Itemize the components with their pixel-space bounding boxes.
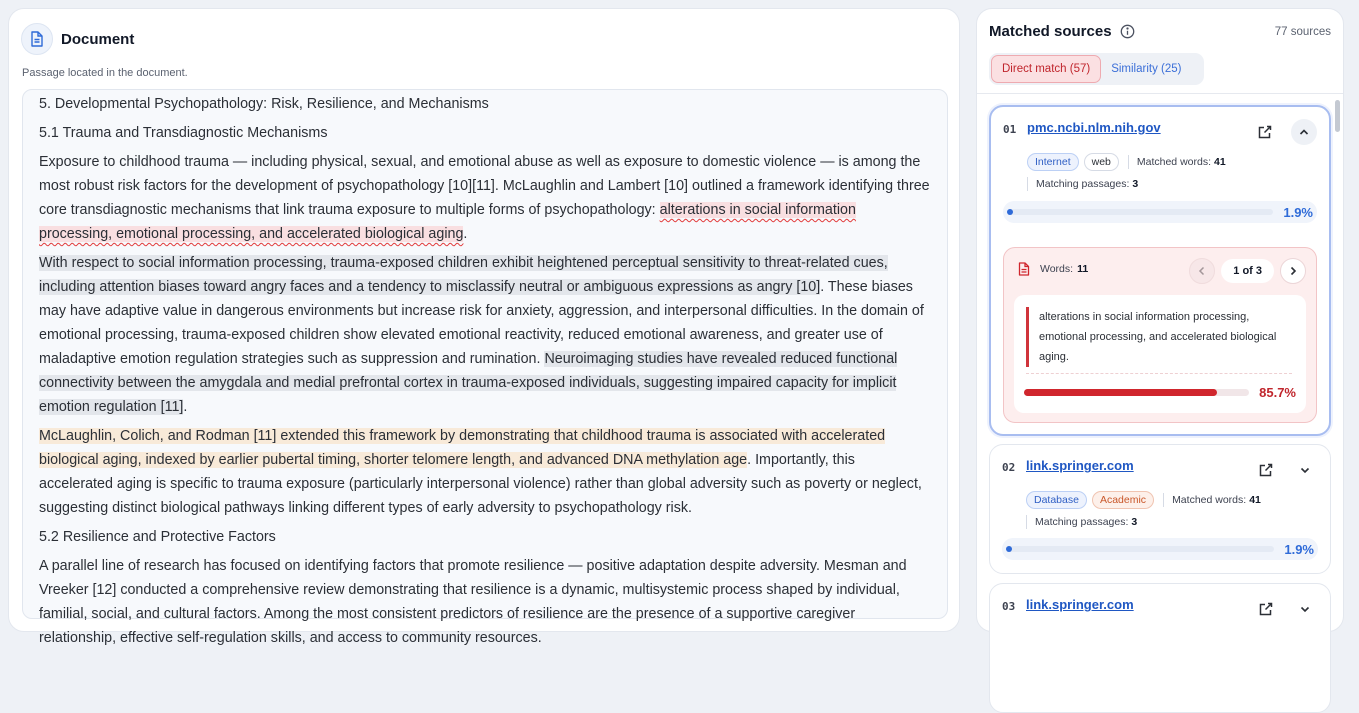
- source-tag: Internet: [1027, 153, 1079, 171]
- paragraph: [39, 424, 931, 520]
- similarity-percent: 1.9%: [1284, 541, 1314, 557]
- passage-match-bar: [1024, 381, 1296, 403]
- section-heading: 5. Developmental Psychopathology: Risk, Resilience, and Mechanisms: [39, 96, 489, 112]
- sources-list[interactable]: [977, 94, 1343, 631]
- source-link[interactable]: link.springer.com: [1026, 458, 1134, 473]
- sources-title: Matched sources: [989, 23, 1112, 40]
- source-tag: web: [1084, 153, 1119, 171]
- divider: [1128, 155, 1129, 169]
- source-meta: [1026, 491, 1261, 509]
- source-meta: [1027, 177, 1138, 191]
- expand-button[interactable]: [1292, 596, 1318, 622]
- divider: [1027, 177, 1028, 191]
- source-index: 02: [1002, 461, 1016, 474]
- chevron-right-icon: [1288, 266, 1298, 276]
- source-tag: Database: [1026, 491, 1087, 509]
- passage-header: [1018, 262, 1088, 276]
- collapse-button[interactable]: [1291, 119, 1317, 145]
- source-link[interactable]: link.springer.com: [1026, 597, 1134, 612]
- chevron-left-icon: [1197, 266, 1207, 276]
- similarity-highlight[interactable]: Neuroimaging studies have revealed reduced functional connectivity between the amygdala and medial prefrontal cortex in trauma-exposed individuals, suggesting impaired capacity for implicit emotion regulation [11]: [39, 351, 898, 415]
- passage-document-icon: [1018, 262, 1030, 276]
- passage-match-fill: [1024, 389, 1217, 396]
- matching-passages-value: 3: [1132, 178, 1139, 190]
- similarity-bar: [1002, 538, 1318, 560]
- match-type-filter: [989, 53, 1204, 85]
- sources-count: 77 sources: [1274, 26, 1331, 38]
- matched-words-label: Matched words:: [1136, 156, 1211, 168]
- passage-pager: [1189, 258, 1306, 284]
- chevron-up-icon: [1298, 126, 1310, 138]
- matching-passages-label: Matching passages:: [1035, 516, 1129, 528]
- similarity-filter-button[interactable]: Similarity (25): [1111, 63, 1182, 75]
- matched-passage: [1003, 247, 1317, 423]
- divider: [1026, 515, 1027, 529]
- similarity-bar-fill: [1006, 546, 1012, 552]
- passage-words-label: Words:: [1040, 263, 1074, 275]
- matching-passages-value: 3: [1131, 516, 1138, 528]
- passage-quote: alterations in social information processing, emotional processing, and accelerated biological aging.: [1026, 307, 1292, 367]
- subsection-heading: 5.2 Resilience and Protective Factors: [39, 529, 276, 545]
- direct-match-highlight[interactable]: alterations in social information processing, emotional processing, and accelerated biological aging: [39, 202, 856, 242]
- expand-button[interactable]: [1292, 457, 1318, 483]
- similarity-bar-track: [1007, 209, 1273, 215]
- academic-match-highlight[interactable]: McLaughlin, Colich, and Rodman [11] extended this framework by demonstrating that childhood trauma is associated with accelerated biological aging, indexed by earlier pubertal timing, shorter telomere length, and advanced DNA methylation age: [39, 428, 886, 468]
- passage-match-track: [1024, 389, 1249, 396]
- similarity-highlight[interactable]: With respect to social information processing, trauma-exposed children exhibit heightened perceptual sensitivity to threat-related cues, including attention biases toward angry faces and a tendency to misclassify neutral or ambiguous expressions as angry [10]: [39, 255, 888, 295]
- source-tag: Academic: [1092, 491, 1154, 509]
- source-index: 03: [1002, 600, 1016, 613]
- external-link-icon[interactable]: [1257, 124, 1273, 140]
- chevron-down-icon: [1299, 603, 1311, 615]
- source-index: 01: [1003, 123, 1017, 136]
- document-panel: [8, 8, 960, 646]
- external-link-icon[interactable]: [1258, 601, 1274, 617]
- prev-passage-button[interactable]: [1189, 258, 1215, 284]
- similarity-bar-fill: [1007, 209, 1013, 215]
- passage-match-percent: 85.7%: [1259, 384, 1296, 400]
- paragraph-text: . Importantly, this accelerated aging is specific to trauma exposure (particularly interpersonal violence) rather than global adversity such as poverty or neglect, suggesting distinct biological pathways linking different types of early adversity to psychopathology risk.: [39, 452, 922, 516]
- direct-match-filter-button[interactable]: Direct match (57): [991, 55, 1101, 83]
- sources-header: [989, 23, 1135, 40]
- document-text-area[interactable]: [22, 89, 948, 646]
- document-subtitle: Passage located in the document.: [22, 67, 188, 79]
- paragraph-text: Exposure to childhood trauma — including physical, sexual, and emotional abuse as well as exposure to domestic violence — is among the most robust risk factors for the development of psychopathology [10][11]. McLaughlin and Lambert [10] outlined a framework identifying three core transdiagnostic mechanisms that link trauma exposure to multiple forms of psychopathology:: [39, 154, 930, 218]
- divider: [1026, 373, 1292, 374]
- source-card[interactable]: [989, 105, 1331, 436]
- matching-passages-label: Matching passages:: [1036, 178, 1130, 190]
- divider: [1163, 493, 1164, 507]
- paragraph-text: . These biases may have adaptive value in dangerous environments but increase risk for anxiety, aggression, and interpersonal difficulties. In the domain of emotional processing, trauma-exposed children show elevated emotional reactivity, reduced emotional awareness, and greater use of maladaptive emotion regulation strategies such as suppression and rumination.: [39, 279, 924, 367]
- similarity-bar-track: [1006, 546, 1274, 552]
- external-link-icon[interactable]: [1258, 462, 1274, 478]
- source-card[interactable]: [989, 583, 1331, 713]
- matched-words-label: Matched words:: [1172, 494, 1247, 506]
- subsection-heading: 5.1 Trauma and Transdiagnostic Mechanisms: [39, 125, 328, 141]
- paragraph: [39, 150, 931, 246]
- source-meta: [1027, 153, 1226, 171]
- source-meta: [1026, 515, 1137, 529]
- paragraph: [39, 251, 931, 419]
- document-title: Document: [61, 30, 135, 48]
- source-card[interactable]: [989, 444, 1331, 574]
- matched-words-value: 41: [1249, 494, 1261, 506]
- next-passage-button[interactable]: [1280, 258, 1306, 284]
- similarity-bar: [1003, 201, 1317, 223]
- document-header: [21, 23, 134, 55]
- passage-page-indicator: 1 of 3: [1221, 259, 1274, 283]
- similarity-percent: 1.9%: [1283, 204, 1313, 220]
- paragraph: A parallel line of research has focused on identifying factors that promote resilience — positive adaptation despite adversity. Mesman and Vreeker [12] conducted a comprehensive review demonstrating that resilience is a dynamic, multisystemic process shaped by individual, familial, social, and cultural factors. Among the most consistent predictors of resilience are the presence of a supportive caregiver relationship, effective self-regulation skills, and access to community resources.: [39, 558, 907, 646]
- info-icon[interactable]: [1120, 24, 1135, 39]
- passage-content: [1014, 295, 1306, 413]
- scrollbar-thumb[interactable]: [1335, 100, 1340, 132]
- matched-sources-panel: [976, 8, 1344, 632]
- paragraph-text: .: [463, 226, 468, 242]
- paragraph-text: .: [183, 399, 188, 415]
- source-link[interactable]: pmc.ncbi.nlm.nih.gov: [1027, 120, 1161, 135]
- matched-words-value: 41: [1214, 156, 1226, 168]
- document-icon: [21, 23, 53, 55]
- passage-words-value: 11: [1077, 263, 1089, 275]
- chevron-down-icon: [1299, 464, 1311, 476]
